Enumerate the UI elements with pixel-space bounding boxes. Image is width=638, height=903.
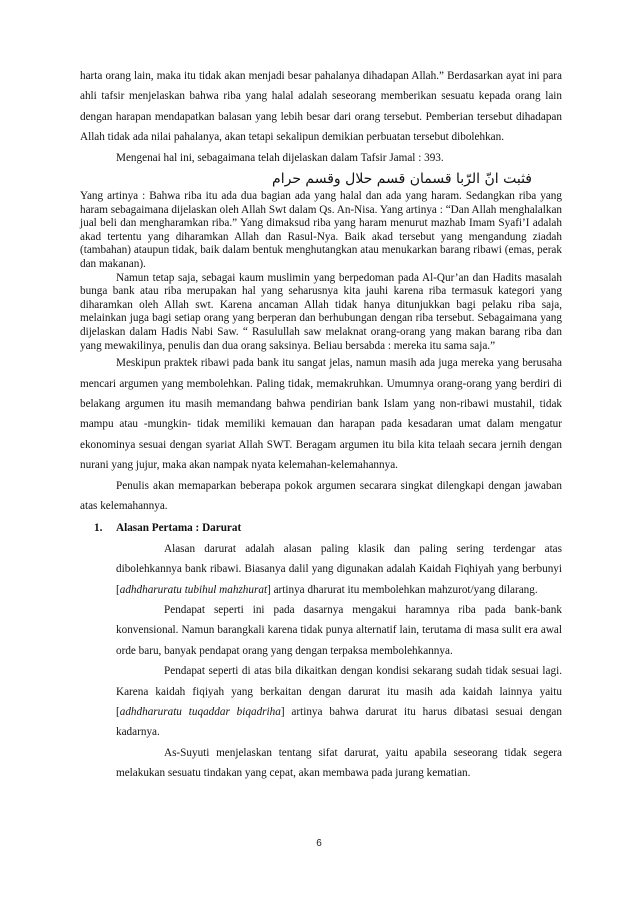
section-paragraph-3-text-b: ] artinya bahwa darurat itu harus dibatasi sesuai dengan kadarnya. [116,706,562,739]
section-body [116,539,562,784]
arabic-term-1: adhdharuratu tubihul mahzhurat [119,583,268,596]
section-number: 1. [94,522,103,535]
page-number: 6 [316,838,322,849]
paragraph-6: Penulis akan memaparkan beberapa pokok argumen secarara singkat dilengkapi dengan jawaban atas kelemahannya. [80,479,562,512]
section-paragraph-3-text-a: Pendapat seperti di atas bila dikaitkan dengan kondisi sekarang sudah tidak sesuai lagi. Karena kaidah fiqiyah yang berkaitan dengan darurat itu masih ada kaidah lainnya yaitu [ [116,665,562,719]
paragraph-4: Namun tetap saja, sebagai kaum muslimin yang berpedoman pada Al-Qur’an dan Hadits masalah bunga bank atau riba merupakan hal yang seharusnya kita jauhi karena riba termasuk kategori yang diharamkan oleh Allah swt. Karena ancaman Allah tidak hanya ditunjukkan bagi pelaku riba saja, melainkan juga bagi setiap orang yang berperan dan berhubungan dengan riba tersebut. Sebagaimana yang dijelaskan dalam Hadis Nabi Saw. “ Rasulullah saw melaknat orang-orang yang makan barang riba dan yang mewakilinya, penulis dan dua orang saksinya. Beliau bersabda : mereka itu sama saja.” [80,271,562,352]
document-page [80,66,562,784]
paragraph-1: harta orang lain, maka itu tidak akan menjadi besar pahalanya dihadapan Allah.” Berdasarkan ayat ini para ahli tafsir menjelaskan bahwa riba yang halal adalah seseorang memberikan sesuatu kepada orang lain dengan harapan mendapatkan balasan yang lebih besar dari orang tersebut. Pemberian tersebut dihadapan Allah tidak ada nilai pahalanya, akan tetapi sekalipun demikian perbuatan tersebut dibolehkan. [80,70,562,144]
section-paragraph-3 [116,661,562,743]
section-title: Alasan Pertama : Darurat [116,522,242,535]
arabic-term-2: adhdharuratu tuqaddar biqadriha [119,706,281,719]
section-paragraph-1-text-b: ] artinya dharurat itu membolehkan mahzurot/yang dilarang. [267,583,538,596]
section-paragraph-2: Pendapat seperti ini pada dasarnya mengakui haramnya riba pada bank-bank konvensional. Namun barangkali karena tidak punya alternatif lain, terutama di masa sulit era awal orde baru, banyak pendapat orang yang dengan terpaksa membolehkannya. [116,604,562,657]
arabic-quote: فثبت انّ الرّبا قسمان قسم حلال وقسم حرام [272,171,532,188]
paragraph-3: Yang artinya : Bahwa riba itu ada dua bagian ada yang halal dan ada yang haram. Sedangkan riba yang haram sebagaimana dijelaskan oleh Allah Swt dalam Qs. An-Nisa. Yang artinya : “Dan Allah menghalalkan jual beli dan mengharamkan riba.” Yang dimaksud riba yang haram menurut mazhab Imam Syafi’I adalah akad tertentu yang diharamkan Allah dan Rasul-Nya. Baik akad tersebut yang mengandung ziadah (tambahan) ataupun tidak, baik dalam bentuk menghutangkan atau menukarkan barang ribawi (emas, perak dan makanan). [80,190,562,270]
section-paragraph-4: As-Suyuti menjelaskan tentang sifat darurat, yaitu apabila seseorang tidak segera melakukan sesuatu tindakan yang cepat, akan membawa pada jurang kematian. [116,746,562,780]
section-paragraph-1-text-a: Alasan darurat adalah alasan paling klasik dan paling sering terdengar atas dibolehkannya bank ribawi. Biasanya dalil yang digunakan adalah Kaidah Fiqhiyah yang berbunyi [ [116,542,562,596]
paragraph-2: Mengenai hal ini, sebagaimana telah dijelaskan dalam Tafsir Jamal : 393. [116,151,444,164]
section-heading [94,518,562,538]
paragraph-5: Meskipun praktek ribawi pada bank itu sangat jelas, namun masih ada juga mereka yang berusaha mencari argumen yang membolehkan. Paling tidak, memakruhkan. Umumnya orang-orang yang berdiri di belakang argumen itu masih memandang bahwa pendirian bank Islam yang non-ribawi mustahil, tidak mampu atau -mungkin- tidak memiliki kemauan dan harapan pada kesadaran umat dalam mengatur ekonominya sesuai dengan syariat Allah SWT. Beragam argumen itu bila kita telaah secara jernih dengan nurani yang jujur, maka akan nampak nyata kelemahan-kelemahannya. [80,357,562,472]
section-paragraph-1 [116,539,562,600]
